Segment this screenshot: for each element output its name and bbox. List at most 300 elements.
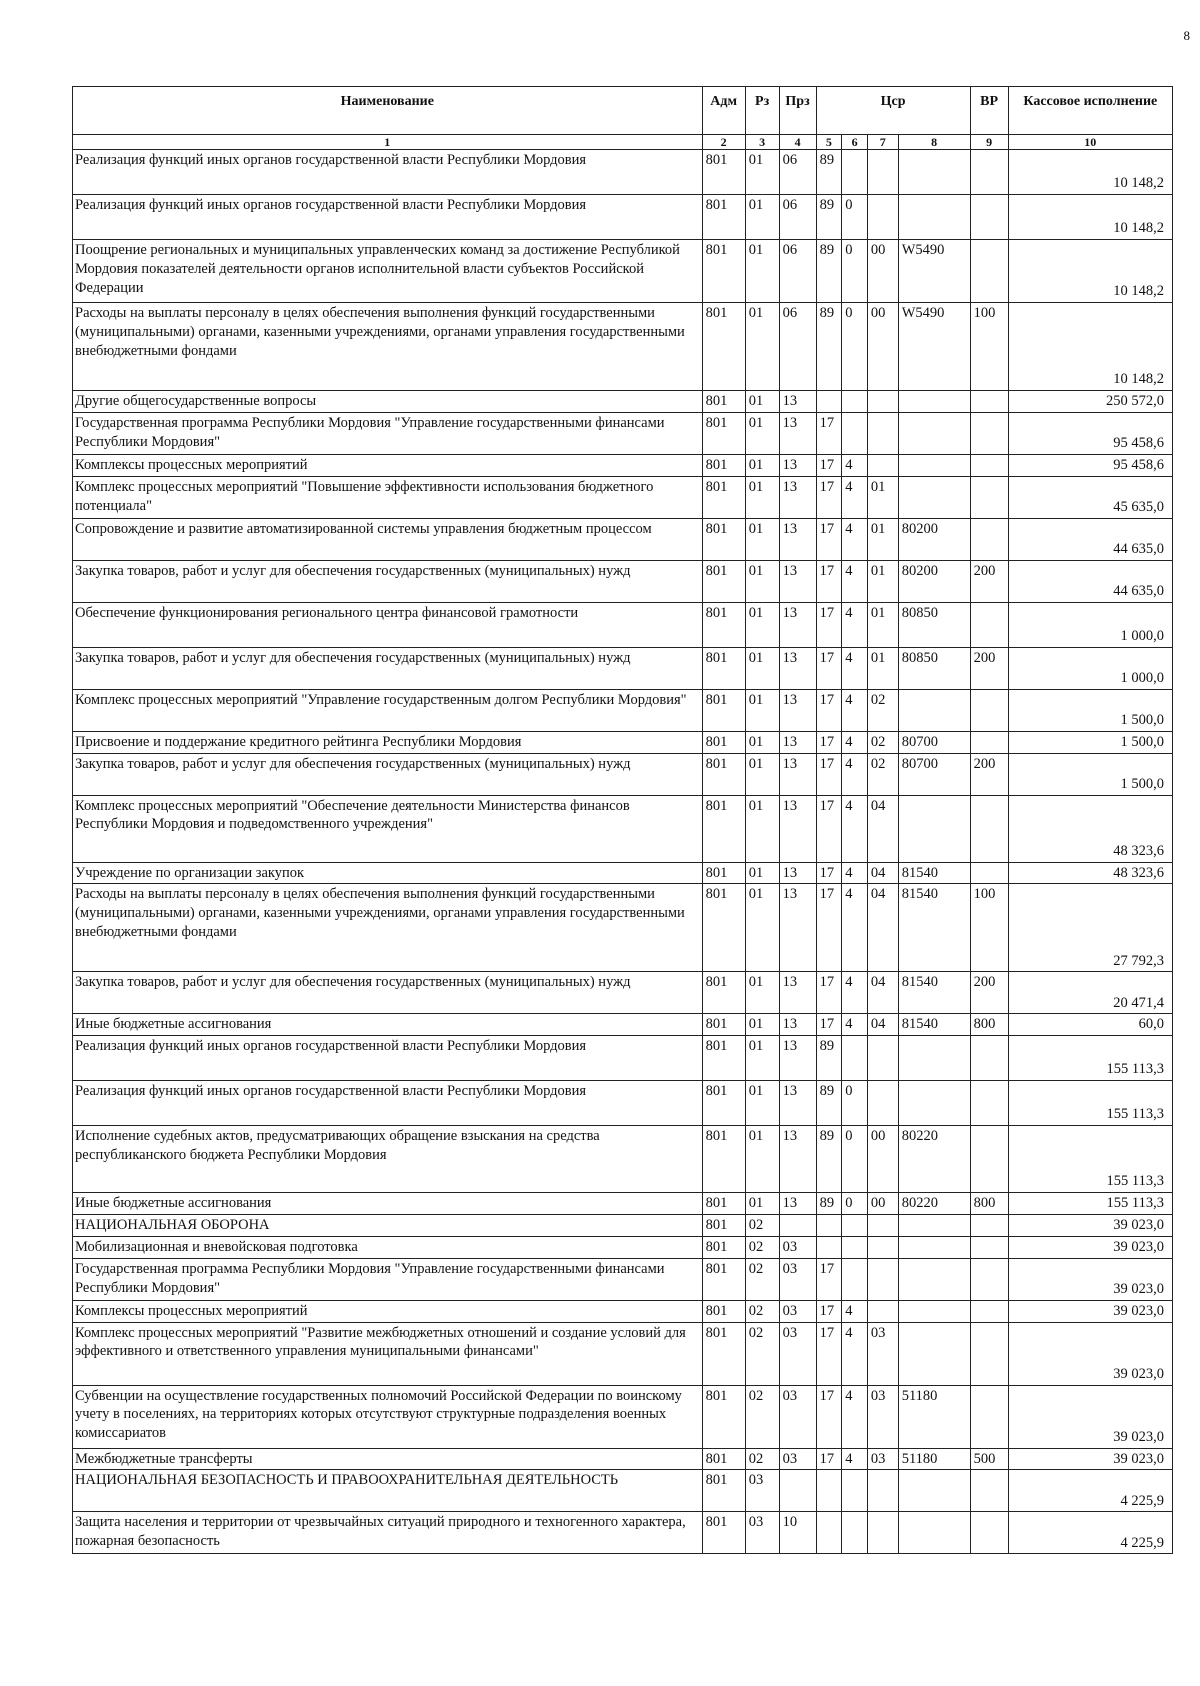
row-vr: 100 xyxy=(970,884,1008,972)
row-csr-complex xyxy=(867,1258,898,1300)
table-row xyxy=(73,1215,1173,1237)
row-csr-complex: 03 xyxy=(867,1322,898,1385)
row-csr-direction xyxy=(898,1512,970,1554)
row-vr xyxy=(970,1215,1008,1237)
row-csr-direction xyxy=(898,1258,970,1300)
row-amount: 10 148,2 xyxy=(1008,150,1172,195)
row-csr-program: 17 xyxy=(816,795,842,862)
row-csr-program: 89 xyxy=(816,1081,842,1126)
row-csr-type xyxy=(842,1236,868,1258)
row-csr-type: 0 xyxy=(842,1126,868,1193)
row-amount: 10 148,2 xyxy=(1008,303,1172,391)
row-prz: 06 xyxy=(779,303,816,391)
row-csr-type: 0 xyxy=(842,1193,868,1215)
row-csr-type: 4 xyxy=(842,454,868,476)
row-csr-program: 89 xyxy=(816,1193,842,1215)
header-adm: Адм xyxy=(702,87,745,135)
row-name: Иные бюджетные ассигнования xyxy=(73,1193,703,1215)
row-csr-direction: 51180 xyxy=(898,1448,970,1470)
row-vr xyxy=(970,1236,1008,1258)
row-csr-program: 17 xyxy=(816,476,842,518)
row-adm: 801 xyxy=(702,391,745,413)
table-row xyxy=(73,862,1173,884)
table-row xyxy=(73,1126,1173,1193)
row-csr-complex: 00 xyxy=(867,303,898,391)
row-name: Межбюджетные трансферты xyxy=(73,1448,703,1470)
row-amount: 1 000,0 xyxy=(1008,647,1172,689)
row-vr xyxy=(970,1081,1008,1126)
row-csr-direction: 51180 xyxy=(898,1385,970,1448)
row-name: Мобилизационная и вневойсковая подготовка xyxy=(73,1236,703,1258)
row-csr-type: 4 xyxy=(842,1300,868,1322)
table-row xyxy=(73,795,1173,862)
row-vr: 200 xyxy=(970,972,1008,1014)
table-row xyxy=(73,1081,1173,1126)
row-vr xyxy=(970,412,1008,454)
row-rz: 01 xyxy=(745,602,779,647)
row-vr xyxy=(970,862,1008,884)
row-csr-complex xyxy=(867,150,898,195)
row-name: Сопровождение и развитие автоматизированной системы управления бюджетным процессом xyxy=(73,518,703,560)
row-rz: 01 xyxy=(745,972,779,1014)
row-vr xyxy=(970,1300,1008,1322)
row-name: Поощрение региональных и муниципальных управленческих команд за достижение Республикой Мордовия показателей деятельности органов исполнительной власти субъектов Российской Федерации xyxy=(73,240,703,303)
row-rz: 01 xyxy=(745,1081,779,1126)
row-amount: 39 023,0 xyxy=(1008,1236,1172,1258)
row-prz: 13 xyxy=(779,518,816,560)
row-amount: 250 572,0 xyxy=(1008,391,1172,413)
header-rz: Рз xyxy=(745,87,779,135)
row-csr-direction: 81540 xyxy=(898,862,970,884)
row-rz: 01 xyxy=(745,862,779,884)
row-adm: 801 xyxy=(702,518,745,560)
column-number: 8 xyxy=(898,135,970,150)
table-row xyxy=(73,1512,1173,1554)
row-amount: 1 500,0 xyxy=(1008,689,1172,731)
row-name: Расходы на выплаты персоналу в целях обеспечения выполнения функций государственными (муниципальными) органами, казенными учреждениями, органами управления государственными внебюджетными фондами xyxy=(73,884,703,972)
row-csr-direction xyxy=(898,1236,970,1258)
row-csr-direction: 80850 xyxy=(898,602,970,647)
row-vr xyxy=(970,689,1008,731)
row-csr-type: 0 xyxy=(842,195,868,240)
row-vr xyxy=(970,1258,1008,1300)
row-csr-direction: 80200 xyxy=(898,560,970,602)
table-row xyxy=(73,1036,1173,1081)
row-csr-type: 4 xyxy=(842,753,868,795)
table-body xyxy=(73,150,1173,1554)
row-name: Присвоение и поддержание кредитного рейтинга Республики Мордовия xyxy=(73,731,703,753)
row-csr-complex: 04 xyxy=(867,795,898,862)
row-prz: 13 xyxy=(779,862,816,884)
row-vr xyxy=(970,195,1008,240)
row-adm: 801 xyxy=(702,731,745,753)
row-name: Исполнение судебных актов, предусматривающих обращение взыскания на средства республиканского бюджета Республики Мордовия xyxy=(73,1126,703,1193)
row-csr-direction: 80850 xyxy=(898,647,970,689)
row-amount: 10 148,2 xyxy=(1008,195,1172,240)
column-number-row xyxy=(73,135,1173,150)
row-adm: 801 xyxy=(702,454,745,476)
column-number: 5 xyxy=(816,135,842,150)
row-name: Реализация функций иных органов государственной власти Республики Мордовия xyxy=(73,150,703,195)
row-csr-type xyxy=(842,391,868,413)
row-csr-direction xyxy=(898,150,970,195)
row-rz: 02 xyxy=(745,1236,779,1258)
row-prz: 13 xyxy=(779,1193,816,1215)
row-csr-type xyxy=(842,150,868,195)
row-rz: 01 xyxy=(745,1126,779,1193)
row-csr-direction xyxy=(898,1470,970,1512)
row-amount: 45 635,0 xyxy=(1008,476,1172,518)
row-csr-type xyxy=(842,412,868,454)
row-amount: 39 023,0 xyxy=(1008,1258,1172,1300)
row-csr-complex xyxy=(867,454,898,476)
row-csr-type xyxy=(842,1470,868,1512)
header-amount: Кассовое исполнение xyxy=(1008,87,1172,135)
row-adm: 801 xyxy=(702,240,745,303)
row-adm: 801 xyxy=(702,1470,745,1512)
row-csr-program: 17 xyxy=(816,602,842,647)
row-vr xyxy=(970,1385,1008,1448)
table-row xyxy=(73,753,1173,795)
header-csr: Цср xyxy=(816,87,970,135)
row-name: Другие общегосударственные вопросы xyxy=(73,391,703,413)
row-name: Комплекс процессных мероприятий "Управление государственным долгом Республики Мордовия" xyxy=(73,689,703,731)
column-number: 2 xyxy=(702,135,745,150)
row-csr-program: 17 xyxy=(816,647,842,689)
row-csr-program xyxy=(816,1236,842,1258)
row-prz: 13 xyxy=(779,753,816,795)
row-adm: 801 xyxy=(702,150,745,195)
table-row xyxy=(73,560,1173,602)
row-rz: 01 xyxy=(745,884,779,972)
row-csr-type: 4 xyxy=(842,689,868,731)
row-csr-type: 4 xyxy=(842,1014,868,1036)
table-row xyxy=(73,412,1173,454)
column-number: 6 xyxy=(842,135,868,150)
row-amount: 10 148,2 xyxy=(1008,240,1172,303)
row-vr: 100 xyxy=(970,303,1008,391)
row-csr-direction xyxy=(898,1322,970,1385)
row-csr-complex: 01 xyxy=(867,476,898,518)
row-vr: 500 xyxy=(970,1448,1008,1470)
row-vr xyxy=(970,795,1008,862)
row-rz: 02 xyxy=(745,1385,779,1448)
column-number: 4 xyxy=(779,135,816,150)
row-csr-complex: 03 xyxy=(867,1385,898,1448)
row-csr-type: 4 xyxy=(842,1322,868,1385)
row-rz: 01 xyxy=(745,518,779,560)
row-prz: 03 xyxy=(779,1322,816,1385)
row-name: Закупка товаров, работ и услуг для обеспечения государственных (муниципальных) нужд xyxy=(73,647,703,689)
row-prz: 13 xyxy=(779,391,816,413)
row-rz: 01 xyxy=(745,1036,779,1081)
row-csr-direction xyxy=(898,795,970,862)
row-csr-program: 89 xyxy=(816,150,842,195)
row-adm: 801 xyxy=(702,560,745,602)
table-row xyxy=(73,731,1173,753)
row-adm: 801 xyxy=(702,602,745,647)
row-adm: 801 xyxy=(702,1236,745,1258)
row-prz: 13 xyxy=(779,454,816,476)
row-prz: 13 xyxy=(779,795,816,862)
row-vr xyxy=(970,476,1008,518)
row-amount: 48 323,6 xyxy=(1008,795,1172,862)
row-csr-complex: 00 xyxy=(867,1126,898,1193)
row-csr-direction: W5490 xyxy=(898,303,970,391)
table-row xyxy=(73,1193,1173,1215)
row-amount: 39 023,0 xyxy=(1008,1215,1172,1237)
row-name: Комплексы процессных мероприятий xyxy=(73,454,703,476)
row-csr-program: 89 xyxy=(816,195,842,240)
row-prz: 13 xyxy=(779,1081,816,1126)
row-vr: 200 xyxy=(970,560,1008,602)
row-amount: 39 023,0 xyxy=(1008,1385,1172,1448)
row-csr-program: 17 xyxy=(816,518,842,560)
row-csr-complex: 03 xyxy=(867,1448,898,1470)
row-csr-direction: 80700 xyxy=(898,731,970,753)
row-rz: 01 xyxy=(745,303,779,391)
row-vr xyxy=(970,240,1008,303)
row-csr-complex: 04 xyxy=(867,1014,898,1036)
row-name: Комплекс процессных мероприятий "Обеспечение деятельности Министерства финансов Республики Мордовия и подведомственного учреждения" xyxy=(73,795,703,862)
row-csr-direction: 81540 xyxy=(898,884,970,972)
row-vr: 200 xyxy=(970,753,1008,795)
table-row xyxy=(73,518,1173,560)
header-row xyxy=(73,87,1173,135)
row-csr-type xyxy=(842,1036,868,1081)
row-csr-type: 4 xyxy=(842,884,868,972)
row-adm: 801 xyxy=(702,1126,745,1193)
row-rz: 01 xyxy=(745,391,779,413)
budget-table xyxy=(72,86,1173,1554)
row-adm: 801 xyxy=(702,1322,745,1385)
row-adm: 801 xyxy=(702,753,745,795)
row-csr-direction: 80200 xyxy=(898,518,970,560)
row-csr-program: 17 xyxy=(816,884,842,972)
row-csr-program: 17 xyxy=(816,862,842,884)
row-vr xyxy=(970,1512,1008,1554)
row-name: Реализация функций иных органов государственной власти Республики Мордовия xyxy=(73,195,703,240)
row-rz: 02 xyxy=(745,1258,779,1300)
row-name: Комплексы процессных мероприятий xyxy=(73,1300,703,1322)
row-rz: 01 xyxy=(745,731,779,753)
row-name: Реализация функций иных органов государственной власти Республики Мордовия xyxy=(73,1036,703,1081)
row-csr-complex xyxy=(867,1036,898,1081)
row-csr-program: 17 xyxy=(816,1322,842,1385)
table-row xyxy=(73,195,1173,240)
row-csr-complex xyxy=(867,1512,898,1554)
row-vr xyxy=(970,518,1008,560)
row-adm: 801 xyxy=(702,1215,745,1237)
row-rz: 03 xyxy=(745,1470,779,1512)
header-name: Наименование xyxy=(73,87,703,135)
row-adm: 801 xyxy=(702,195,745,240)
table-row xyxy=(73,1014,1173,1036)
column-number: 1 xyxy=(73,135,703,150)
row-name: Комплекс процессных мероприятий "Повышение эффективности использования бюджетного потенциала" xyxy=(73,476,703,518)
row-rz: 01 xyxy=(745,195,779,240)
row-amount: 60,0 xyxy=(1008,1014,1172,1036)
row-csr-direction: 80220 xyxy=(898,1193,970,1215)
row-csr-direction: 81540 xyxy=(898,972,970,1014)
row-rz: 01 xyxy=(745,647,779,689)
row-csr-complex: 04 xyxy=(867,862,898,884)
row-prz: 13 xyxy=(779,1126,816,1193)
table-row xyxy=(73,240,1173,303)
table-row xyxy=(73,972,1173,1014)
row-rz: 01 xyxy=(745,454,779,476)
table-row xyxy=(73,1448,1173,1470)
row-prz xyxy=(779,1215,816,1237)
row-csr-type: 0 xyxy=(842,240,868,303)
row-adm: 801 xyxy=(702,1300,745,1322)
table-row xyxy=(73,391,1173,413)
row-rz: 01 xyxy=(745,1014,779,1036)
row-csr-program: 17 xyxy=(816,1014,842,1036)
row-name: Реализация функций иных органов государственной власти Республики Мордовия xyxy=(73,1081,703,1126)
row-amount: 20 471,4 xyxy=(1008,972,1172,1014)
row-csr-program: 89 xyxy=(816,303,842,391)
row-prz: 13 xyxy=(779,1036,816,1081)
table-row xyxy=(73,454,1173,476)
row-name: Расходы на выплаты персоналу в целях обеспечения выполнения функций государственными (муниципальными) органами, казенными учреждениями, органами управления государственными внебюджетными фондами xyxy=(73,303,703,391)
row-prz: 06 xyxy=(779,240,816,303)
row-name: НАЦИОНАЛЬНАЯ ОБОРОНА xyxy=(73,1215,703,1237)
row-vr xyxy=(970,454,1008,476)
row-csr-type: 4 xyxy=(842,1448,868,1470)
row-csr-program: 89 xyxy=(816,1126,842,1193)
row-rz: 02 xyxy=(745,1448,779,1470)
row-rz: 02 xyxy=(745,1300,779,1322)
row-amount: 95 458,6 xyxy=(1008,412,1172,454)
row-adm: 801 xyxy=(702,862,745,884)
row-csr-complex: 01 xyxy=(867,518,898,560)
row-csr-direction xyxy=(898,1081,970,1126)
row-amount: 1 000,0 xyxy=(1008,602,1172,647)
row-prz: 13 xyxy=(779,412,816,454)
row-csr-complex: 02 xyxy=(867,689,898,731)
table-row xyxy=(73,884,1173,972)
row-csr-type xyxy=(842,1258,868,1300)
row-amount: 4 225,9 xyxy=(1008,1512,1172,1554)
row-csr-type: 4 xyxy=(842,518,868,560)
row-csr-complex: 02 xyxy=(867,753,898,795)
header-vr: ВР xyxy=(970,87,1008,135)
row-rz: 01 xyxy=(745,412,779,454)
row-csr-complex xyxy=(867,1300,898,1322)
row-csr-direction xyxy=(898,454,970,476)
row-name: Иные бюджетные ассигнования xyxy=(73,1014,703,1036)
row-csr-complex xyxy=(867,1470,898,1512)
row-csr-type: 4 xyxy=(842,862,868,884)
row-csr-complex xyxy=(867,412,898,454)
row-name: Закупка товаров, работ и услуг для обеспечения государственных (муниципальных) нужд xyxy=(73,972,703,1014)
row-csr-type: 4 xyxy=(842,560,868,602)
row-csr-direction: 81540 xyxy=(898,1014,970,1036)
row-csr-program xyxy=(816,1215,842,1237)
row-prz xyxy=(779,1470,816,1512)
column-number: 10 xyxy=(1008,135,1172,150)
row-adm: 801 xyxy=(702,1512,745,1554)
row-name: Государственная программа Республики Мордовия "Управление государственными финансами Республики Мордовия" xyxy=(73,1258,703,1300)
row-vr xyxy=(970,602,1008,647)
row-prz: 13 xyxy=(779,602,816,647)
row-csr-complex xyxy=(867,1081,898,1126)
row-csr-direction xyxy=(898,412,970,454)
row-prz: 06 xyxy=(779,195,816,240)
row-adm: 801 xyxy=(702,1193,745,1215)
row-amount: 155 113,3 xyxy=(1008,1193,1172,1215)
row-prz: 13 xyxy=(779,689,816,731)
table-row xyxy=(73,1236,1173,1258)
row-csr-program: 17 xyxy=(816,731,842,753)
row-prz: 13 xyxy=(779,476,816,518)
row-csr-program: 17 xyxy=(816,454,842,476)
row-csr-program: 17 xyxy=(816,753,842,795)
row-prz: 03 xyxy=(779,1448,816,1470)
row-amount: 39 023,0 xyxy=(1008,1300,1172,1322)
row-adm: 801 xyxy=(702,1036,745,1081)
row-prz: 13 xyxy=(779,560,816,602)
row-rz: 01 xyxy=(745,795,779,862)
row-csr-complex xyxy=(867,391,898,413)
row-csr-program: 17 xyxy=(816,1448,842,1470)
row-csr-direction: 80220 xyxy=(898,1126,970,1193)
row-csr-type: 4 xyxy=(842,647,868,689)
row-csr-complex: 01 xyxy=(867,647,898,689)
row-rz: 01 xyxy=(745,240,779,303)
row-amount: 39 023,0 xyxy=(1008,1322,1172,1385)
row-name: НАЦИОНАЛЬНАЯ БЕЗОПАСНОСТЬ И ПРАВООХРАНИТЕЛЬНАЯ ДЕЯТЕЛЬНОСТЬ xyxy=(73,1470,703,1512)
page-number: 8 xyxy=(1183,28,1190,43)
column-number: 7 xyxy=(867,135,898,150)
row-prz: 03 xyxy=(779,1258,816,1300)
row-vr xyxy=(970,1126,1008,1193)
row-vr xyxy=(970,1322,1008,1385)
row-csr-complex: 00 xyxy=(867,1193,898,1215)
row-csr-program: 17 xyxy=(816,972,842,1014)
row-name: Закупка товаров, работ и услуг для обеспечения государственных (муниципальных) нужд xyxy=(73,560,703,602)
table-row xyxy=(73,647,1173,689)
row-csr-complex: 04 xyxy=(867,972,898,1014)
row-csr-type: 4 xyxy=(842,1385,868,1448)
row-csr-complex xyxy=(867,1236,898,1258)
row-prz: 13 xyxy=(779,647,816,689)
row-csr-program xyxy=(816,1470,842,1512)
row-csr-direction xyxy=(898,476,970,518)
row-csr-type: 4 xyxy=(842,972,868,1014)
row-amount: 1 500,0 xyxy=(1008,731,1172,753)
row-vr xyxy=(970,1470,1008,1512)
row-adm: 801 xyxy=(702,1014,745,1036)
row-prz: 13 xyxy=(779,884,816,972)
row-csr-direction xyxy=(898,195,970,240)
row-adm: 801 xyxy=(702,972,745,1014)
row-csr-program: 17 xyxy=(816,1300,842,1322)
row-csr-direction xyxy=(898,1215,970,1237)
row-name: Субвенции на осуществление государственных полномочий Российской Федерации по воинскому учету в поселениях, на территориях которых отсутствуют структурные подразделения военных комиссариатов xyxy=(73,1385,703,1448)
row-rz: 02 xyxy=(745,1215,779,1237)
row-rz: 01 xyxy=(745,560,779,602)
row-rz: 03 xyxy=(745,1512,779,1554)
table-row xyxy=(73,689,1173,731)
row-prz: 03 xyxy=(779,1385,816,1448)
row-vr xyxy=(970,1036,1008,1081)
row-rz: 01 xyxy=(745,150,779,195)
row-rz: 01 xyxy=(745,753,779,795)
row-csr-program: 89 xyxy=(816,240,842,303)
row-amount: 95 458,6 xyxy=(1008,454,1172,476)
